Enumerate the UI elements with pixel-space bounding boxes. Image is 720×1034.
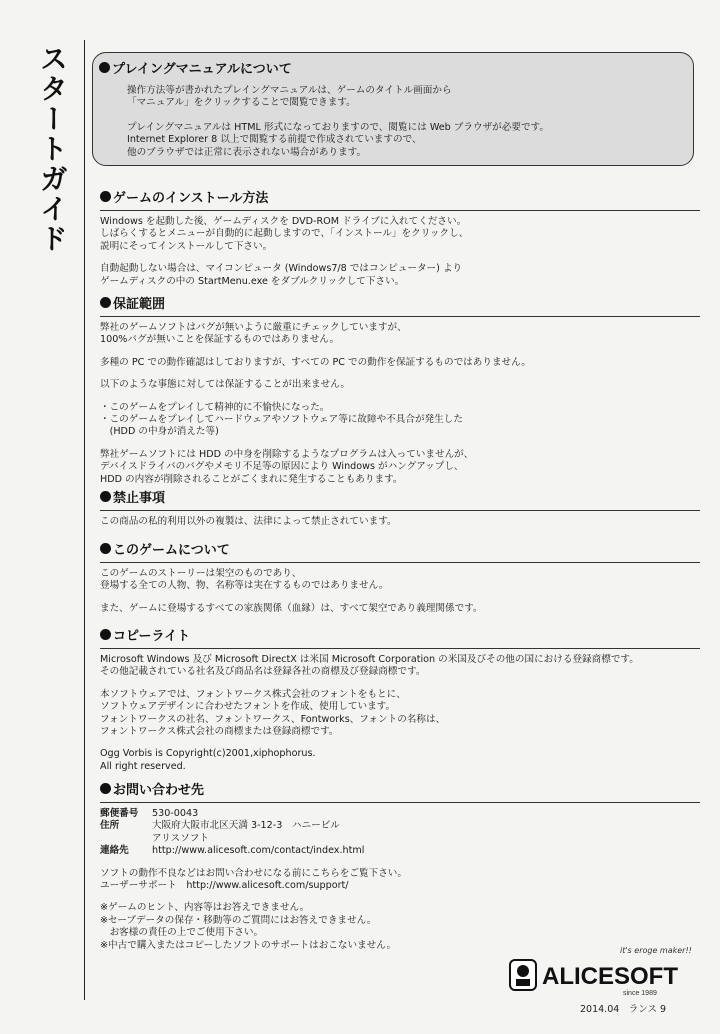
about-section: このゲームについて このゲームのストーリーは架空のものであり、 登場する全ての人物、物、名称等は実在するものではありません。 また、ゲームに登場するすべての家族関係（血縁）は、すべて架空であり義理関係です。 xyxy=(100,538,700,615)
install-steps: Windows を起動した後、ゲームディスクを DVD-ROM ドライブに入れてください。 しばらくするとメニューが自動的に起動しますので、「インストール」をクリックし、 説明にそってインストールして下さい。 xyxy=(100,216,469,252)
contact-section xyxy=(100,778,700,952)
print-date: 2014.04 ランス 9 xyxy=(580,1004,667,1015)
contact-row: 住所 大阪府大阪市北区天満 3-12-3 ハニービル xyxy=(100,820,340,832)
bullet-circle-icon xyxy=(100,783,111,794)
manual-body: 操作方法等が書かれたプレイングマニュアルは、ゲームのタイトル画面から 「マニュアル」をクリックすることで閲覧できます。 プレイングマニュアルは HTML 形式になっておりますので、閲覧には Web ブラウザが必要です。 Internet Explorer 8 以上で閲覧する前提で作成されていますので、 他のブラウザでは正常に表示されない場合があります。 xyxy=(127,85,549,158)
bullet-circle-icon xyxy=(100,543,111,554)
side-title: スタートガイド xyxy=(36,44,69,254)
prohibited-heading: 禁止事項 xyxy=(100,486,700,506)
install-fallback: 自動起動しない場合は、マイコンピュータ (Windows7/8 ではコンピューター) より ゲームディスクの中の StartMenu.exe をダブルクリックして下さい。 xyxy=(100,263,463,287)
manual-heading: プレイングマニュアルについて xyxy=(99,57,292,77)
copyright-section: コピーライト Microsoft Windows 及び Microsoft DirectX は米国 Microsoft Corporation の米国及びその他の国における登録商標です。 その他記載されている社名及び商品名は登録各社の商標及び登録商標です。 本ソフトウェアでは、フォントワークス株式会社のフォントをもとに、 ソフトウェアデザインに合わせたフォントを作成、使用しています。 フォントワークスの社名、フォントワークス、Fontworks、フォントの名称は、 フォントワークス株式会社の商標または登録商標です。 Ogg Vorbis is Copyright(c)2001,xiphophorus. All right reserved. xyxy=(100,624,700,773)
bullet-circle-icon xyxy=(100,629,111,640)
bullet-circle-icon xyxy=(100,297,111,308)
manual-notice-box xyxy=(92,52,694,166)
warranty-section: 保証範囲 弊社のゲームソフトはバグが無いように厳重にチェックしていますが、 100%バグが無いことを保証するものではありません。 多種の PC での動作確認はしておりますが、すべての PC での動作を保証するものではありません。 以下のような事態に対しては保証することが出来ません。 ・このゲームをプレイして精神的に不愉快になった。 ・このゲームをプレイしてハードウェアやソフトウェア等に故障や不具合が発生した (HDD の中身が消えた等) 弊社ゲームソフトには HDD の中身を削除するようなプログラムは入っていませんが、 デバイスドライバのバグやメモリ不足等の原因により Windows がハングアップし、 HDD の内容が削除されることがごくまれに発生することもあります。 xyxy=(100,292,700,486)
prohibited-section: 禁止事項 この商品の私的利用以外の複製は、法律によって禁止されています。 xyxy=(100,486,700,528)
copyright-heading: コピーライト xyxy=(100,624,700,644)
bullet-circle-icon xyxy=(100,191,111,202)
contact-url[interactable]: http://www.alicesoft.com/contact/index.html xyxy=(152,845,365,857)
side-divider xyxy=(84,40,85,1000)
bullet-circle-icon xyxy=(100,491,111,502)
install-section xyxy=(100,186,700,288)
warranty-exclusions: ・このゲームをプレイして精神的に不愉快になった。 ・このゲームをプレイしてハードウェアやソフトウェア等に故障や不具合が発生した (HDD の中身が消えた等) xyxy=(100,401,463,438)
contact-heading: お問い合わせ先 xyxy=(100,778,700,798)
since-label: since 1989 xyxy=(623,990,657,997)
warranty-heading: 保証範囲 xyxy=(100,292,700,312)
contact-details xyxy=(100,808,700,952)
bullet-circle-icon xyxy=(99,62,110,73)
contact-row: アリスソフト xyxy=(152,832,209,844)
contact-row: 連絡先 http://www.alicesoft.com/contact/index.html xyxy=(100,845,365,857)
install-heading: ゲームのインストール方法 xyxy=(100,186,700,206)
about-heading: このゲームについて xyxy=(100,538,700,558)
support-info: ソフトの動作不良などはお問い合わせになる前にこちらをご覧下さい。 ユーザーサポート http://www.alicesoft.com/support/ xyxy=(100,867,407,892)
support-notes: ※ゲームのヒント、内容等はお答えできません。 ※セーブデータの保存・移動等のご質問にはお答えできません。 お客様の責任の上でご使用下さい。 ※中古で購入またはコピーしたソフトのサポートはおこないません。 xyxy=(100,902,397,951)
contact-row: 郵便番号 530-0043 xyxy=(100,808,199,819)
brand-name: ALICESOFT xyxy=(542,963,678,990)
tagline: it's eroge maker!! xyxy=(620,946,692,955)
alicesoft-logo xyxy=(508,952,688,998)
